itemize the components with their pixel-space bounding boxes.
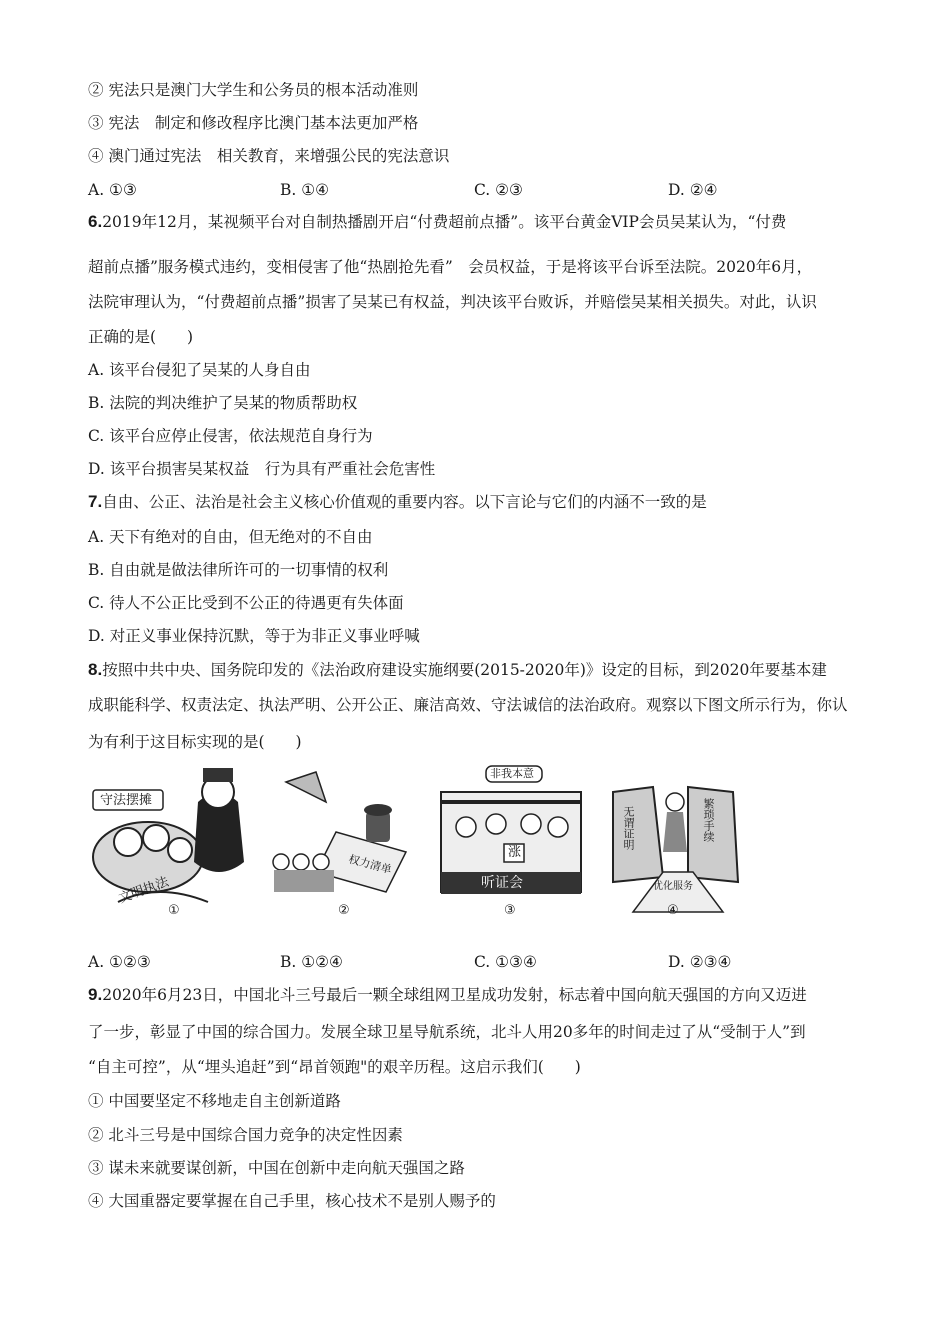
q6-stem-line-2: 超前点播”服务模式违约，变相侵害了他“热剧抢先看” 会员权益，于是将该平台诉至法院。2020年6月， — [88, 258, 813, 276]
panel-1-caption: 文明执法 — [116, 874, 171, 907]
q8-option-a[interactable]: A. ①②③ — [88, 953, 151, 971]
q5-option-d[interactable]: D. ②④ — [668, 181, 718, 199]
panel-4-label: ④ — [667, 903, 679, 918]
q9-item-1: ① 中国要坚定不移地走自主创新道路 — [88, 1092, 341, 1110]
q7-option-a[interactable]: A. 天下有绝对的自由，但无绝对的不自由 — [88, 528, 373, 546]
cartoon-drawing-3 — [436, 762, 586, 922]
q6-stem-line-1: 6.2019年12月，某视频平台对自制热播剧开启“付费超前点播”。该平台黄金VIP会员吴某认为，“付费 — [88, 212, 787, 231]
q5-option-c[interactable]: C. ②③ — [474, 181, 523, 199]
q5-item-3: ③ 宪法 制定和修改程序比澳门基本法更加严格 — [88, 114, 419, 132]
q9-stem-line-1: 9.2020年6月23日，中国北斗三号最后一颗全球组网卫星成功发射，标志着中国向航天强国的方向又迈进 — [88, 985, 807, 1004]
q7-option-b[interactable]: B. 自由就是做法律所许可的一切事情的权利 — [88, 561, 389, 579]
panel-4-left-stone: 无谓证明 — [622, 806, 635, 850]
q6-option-a[interactable]: A. 该平台侵犯了吴某的人身自由 — [88, 361, 311, 379]
panel-2-label: ② — [338, 903, 350, 918]
cartoon-panel-1 — [88, 762, 258, 922]
q6-option-b[interactable]: B. 法院的判决维护了吴某的物质帮助权 — [88, 394, 358, 412]
q9-number: 9. — [88, 985, 103, 1004]
q9-item-2: ② 北斗三号是中国综合国力竞争的决定性因素 — [88, 1126, 403, 1144]
q8-option-d[interactable]: D. ②③④ — [668, 953, 732, 971]
q5-option-b[interactable]: B. ①④ — [280, 181, 330, 199]
panel-3-banner: 听证会 — [481, 875, 523, 891]
q6-option-d[interactable]: D. 该平台损害吴某权益 行为具有严重社会危害性 — [88, 460, 436, 478]
cartoon-panel-4 — [603, 762, 748, 922]
panel-4-right-stone: 繁琐手续 — [702, 798, 715, 842]
q7-number: 7. — [88, 492, 103, 511]
cartoon-panel-3 — [436, 762, 586, 922]
q9-stem-line-3: “自主可控”，从“埋头追赶”到“昂首领跑"的艰辛历程。这启示我们( ) — [88, 1058, 581, 1076]
cartoon-panel-2 — [266, 762, 426, 922]
q5-item-4: ④ 澳门通过宪法 相关教育，来增强公民的宪法意识 — [88, 147, 450, 165]
panel-1-label: ① — [168, 903, 180, 918]
q9-item-4: ④ 大国重器定要掌握在自己手里，核心技术不是别人赐予的 — [88, 1192, 496, 1210]
q8-stem-line-3: 为有利于这目标实现的是( ) — [88, 733, 302, 751]
q7-option-c[interactable]: C. 待人不公正比受到不公正的待遇更有失体面 — [88, 594, 404, 612]
panel-3-rise: 涨 — [508, 845, 522, 860]
q9-stem-line-2: 了一步，彰显了中国的综合国力。发展全球卫星导航系统，北斗人用20多年的时间走过了从“受制于人”到 — [88, 1023, 806, 1041]
q6-stem-line-4: 正确的是( ) — [88, 328, 194, 346]
q5-options — [88, 180, 848, 200]
q8-number: 8. — [88, 660, 103, 679]
panel-1-sign: 守法摆摊 — [100, 793, 153, 808]
panel-3-label: ③ — [504, 903, 516, 918]
panel-4-road: 优化服务 — [653, 881, 693, 892]
q6-number: 6. — [88, 212, 103, 231]
q9-item-3: ③ 谋未来就要谋创新，中国在创新中走向航天强国之路 — [88, 1159, 465, 1177]
cartoon-drawing-2 — [266, 762, 426, 922]
panel-3-sign: 非我本意 — [490, 767, 534, 780]
q8-stem-line-2: 成职能科学、权责法定、执法严明、公开公正、廉洁高效、守法诚信的法治政府。观察以下图文所示行为，你认 — [88, 696, 848, 714]
q5-option-a[interactable]: A. ①③ — [88, 181, 137, 199]
q7-stem: 7.自由、公正、法治是社会主义核心价值观的重要内容。以下言论与它们的内涵不一致的是 — [88, 492, 707, 511]
cartoon-drawing-1 — [88, 762, 258, 922]
q7-option-d[interactable]: D. 对正义事业保持沉默，等于为非正义事业呼喊 — [88, 627, 420, 645]
q8-cartoon-figure — [88, 762, 788, 922]
q8-option-b[interactable]: B. ①②④ — [280, 953, 343, 971]
q6-stem-line-3: 法院审理认为，“付费超前点播”损害了吴某已有权益，判决该平台败诉，并赔偿吴某相关损失。对此，认识 — [88, 293, 817, 311]
q5-item-2: ② 宪法只是澳门大学生和公务员的根本活动准则 — [88, 81, 419, 99]
q8-stem-line-1: 8.按照中共中央、国务院印发的《法治政府建设实施纲要(2015-2020年)》设定的目标，到2020年要基本建 — [88, 660, 827, 679]
panel-2-document: 权力清单 — [347, 852, 394, 877]
q6-option-c[interactable]: C. 该平台应停止侵害，依法规范自身行为 — [88, 427, 373, 445]
q8-option-c[interactable]: C. ①③④ — [474, 953, 537, 971]
q8-options — [88, 952, 848, 972]
